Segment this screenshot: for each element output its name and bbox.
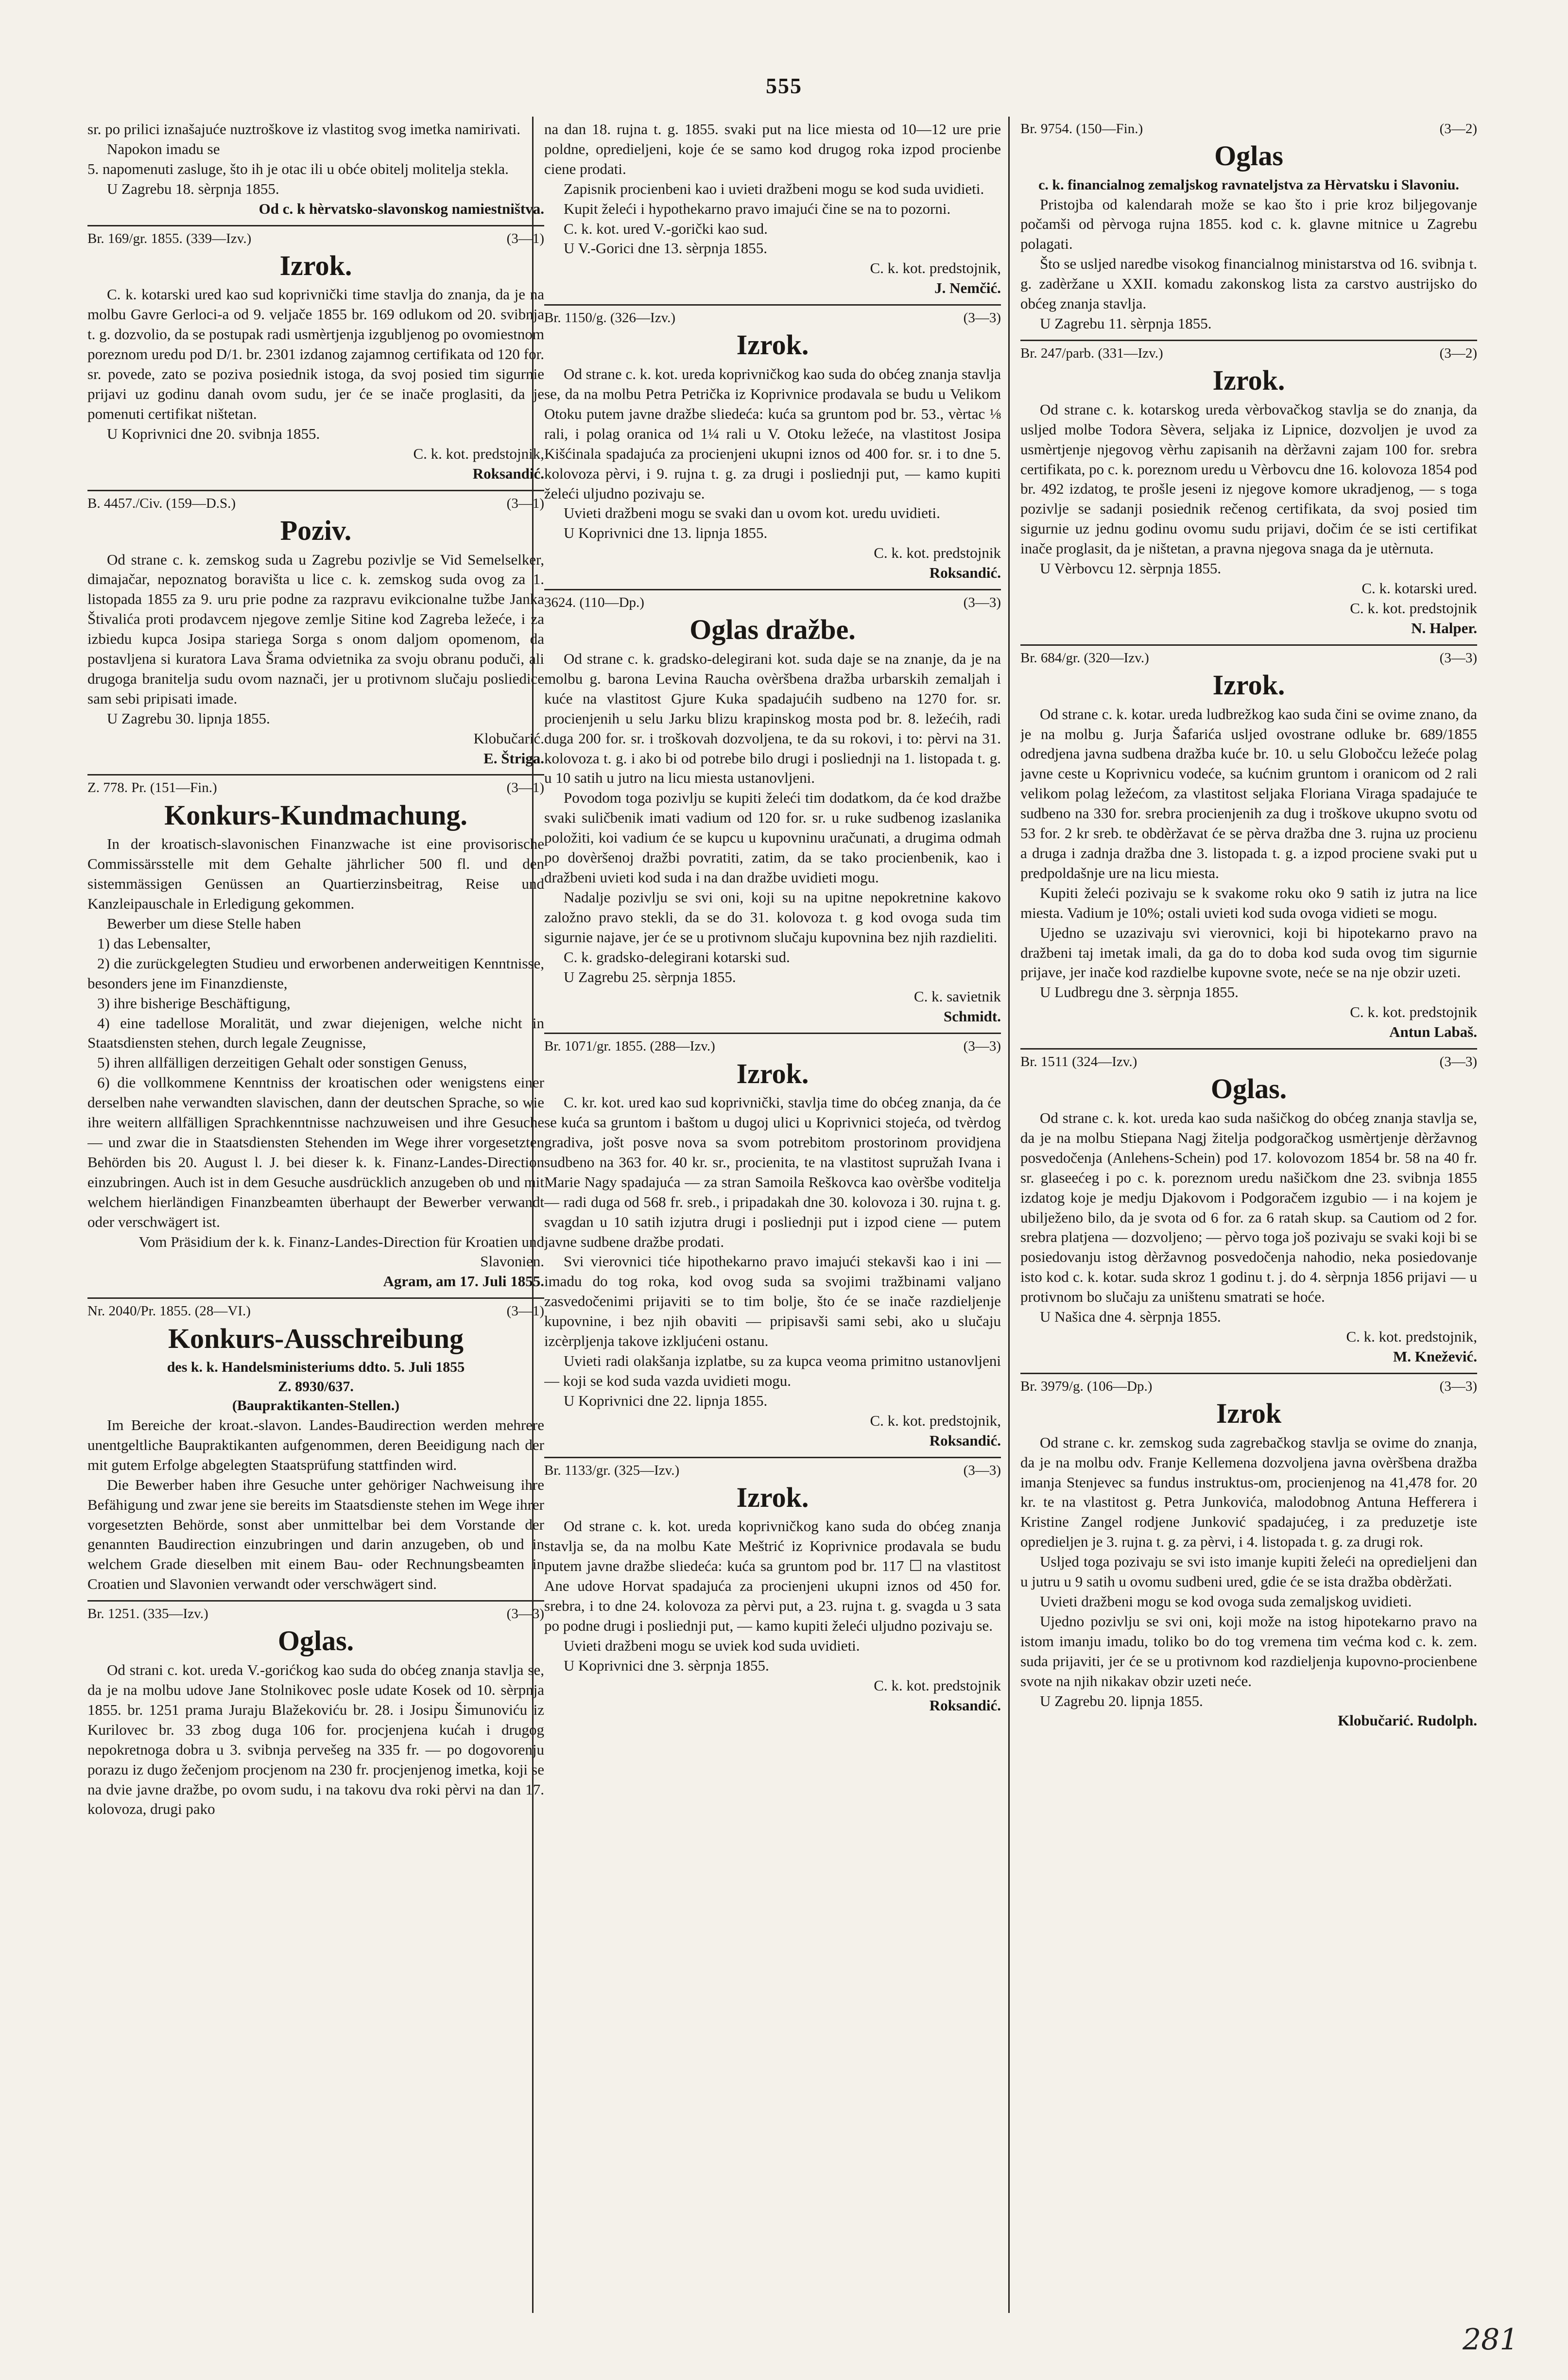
signature: Klobučarić. <box>473 729 544 747</box>
paragraph: U Zagrebu 25. sèrpnja 1855. <box>564 968 736 985</box>
signature: Roksandić. <box>472 465 544 482</box>
insertion-count: (3—3) <box>963 595 1001 611</box>
paragraph: Povodom toga pozivlju se kupiti želeći tim dodatkom, da će kod dražbe svaki suličbenik imati vadium od 120 for. sr. u ruke sudbenog izaslanika položiti, koi vadium će se kupcu u kupovninu uračunati, a drugima odmah po dovèršenoj dražbi povratiti, zatim, da se tako procienbenik, kao i dražbeni uvieti kod suda i na dan dražbe uvidieti mogu. <box>544 789 1001 886</box>
reference-number: Nr. 2040/Pr. 1855. (28—VI.) <box>87 1303 251 1319</box>
notice <box>1020 1050 1477 1374</box>
notice-title: Konkurs-Ausschreibung <box>168 1322 464 1354</box>
paragraph: C. k. kot. ured V.-gorički kao sud. <box>564 220 768 237</box>
insertion-count: (3—3) <box>1439 1378 1477 1394</box>
reference-number: Br. 1511 (324—Izv.) <box>1020 1054 1137 1070</box>
insertion-count: (3—3) <box>963 310 1001 326</box>
notice-subtitle: Z. 8930/637. <box>278 1378 354 1395</box>
notice-subtitle: c. k. financialnog zemaljskog ravnateljstva za Hèrvatsku i Slavoniu. <box>1038 176 1459 193</box>
insertion-count: (3—3) <box>506 1606 544 1622</box>
notice-title: Izrok. <box>736 1481 809 1513</box>
paragraph: Uvieti radi olakšanja izplatbe, su za kupca veoma primitno ustanovljeni — koji se kod suda vazda uvidieti mogu. <box>544 1352 1001 1389</box>
paragraph: Kupiti želeći pozivaju se k svakome roku oko 9 satih iz jutra na lice miesta. Vadium je 10%; ostali uvieti kod suda ovoga vidieti se mogu. <box>1020 884 1477 921</box>
notice-title: Izrok. <box>736 329 809 361</box>
insertion-count: (3—3) <box>963 1038 1001 1054</box>
reference-number: Br. 1133/gr. (325—Izv.) <box>544 1462 680 1478</box>
notice <box>87 1299 544 1602</box>
notice <box>544 590 1001 1034</box>
paragraph: U Vèrbovcu 12. sèrpnja 1855. <box>1040 560 1222 577</box>
list-item: 3) ihre bisherige Beschäftigung, <box>97 994 291 1012</box>
notice <box>1020 1374 1477 1737</box>
list-item: 2) die zurückgelegten Studieu und erworbenen anderweitigen Kenntnisse, besonders jene im Finanzdienste, <box>87 954 544 992</box>
paragraph: U Ludbregu dne 3. sèrpnja 1855. <box>1040 983 1239 1001</box>
signature: C. k. kot. predstojnik, <box>1346 1328 1477 1345</box>
list-item: 5) ihren allfälligen derzeitigen Gehalt oder sonstigen Genuss, <box>97 1054 467 1071</box>
paragraph: Pristojba od kalendarah može se kao što i prie kroz biljegovanje počamši od pèrvoga rujna 1855. kod c. k. glavne mitnice u Zagrebu polagati. <box>1020 195 1477 253</box>
signature: C. k. kotarski ured. <box>1361 580 1477 597</box>
notice-reference <box>544 309 1001 327</box>
reference-number: Br. 247/parb. (331—Izv.) <box>1020 345 1163 361</box>
paragraph: C. k. gradsko-delegirani kotarski sud. <box>564 948 790 966</box>
notice-reference <box>87 1302 544 1320</box>
paragraph: Od strane c. kr. zemskog suda zagrebačkog stavlja se ovime do znanja, da je na molbu odv. Franje Kellemena dozvoljena javna ovèršbena dražba imanja Stenjevec sa fundus instruktus-om, procienjenog na 41,478 for. 20 kr. te na vlastitost g. Petra Junkovića, malodobnog Antuna Hefferera i Kristine Zangel rodjene Junković spadajućeg, i za preduzetje iste opredieljen je 3. rujna t. g. za pèrvi, i 4. listopada t. g. za drugi rok. <box>1020 1433 1477 1551</box>
notice <box>1020 341 1477 646</box>
column-divider <box>1008 117 1010 2313</box>
notice-reference <box>544 1461 1001 1480</box>
notice-subtitle: (Baupraktikanten-Stellen.) <box>232 1397 400 1414</box>
signature: C. k. kot. predstojnik <box>1350 599 1477 617</box>
paragraph: U Koprivnici dne 3. sèrpnja 1855. <box>564 1656 769 1674</box>
paragraph: Napokon imadu se <box>107 140 220 157</box>
paragraph: Bewerber um diese Stelle haben <box>107 915 301 932</box>
paragraph: U V.-Gorici dne 13. sèrpnja 1855. <box>564 240 768 257</box>
signature: Antun Labaš. <box>1389 1023 1477 1041</box>
list-item: 6) die vollkommene Kenntniss der kroatischen oder wenigstens einer derselben nahe verwandten slavischen, dann der deutschen Sprache, so wie ihre weitern allfälligen Sprachkenntnisse nachzuweisen und ihre Gesuche — und zwar die in Staatsdiensten Stehenden im Wege ihrer vorgesetzten Behörden bis 20. August l. J. bei dieser k. k. Finanz-Landes-Direction einzubringen. Auch ist in dem Gesuche ausdrücklich anzugeben ob und mit welchem hierländigen Finanzbeamten überhaupt der Bewerber verwandt oder verschwägert ist. <box>87 1074 544 1230</box>
notice-title: Oglas <box>1214 140 1283 172</box>
signature: C. k. savietnik <box>913 988 1001 1005</box>
paragraph: Od strani c. kot. ureda V.-gorićkog kao suda do obćeg znanja stavlja se, da je na molbu udove Jane Stolnikovec posle udate Kosek od 10. sèrpnja 1855. br. 1251 prama Juraju Blažekoviću br. 28. i Josipu Šimunoviću iz Kurilovec br. 33 zbog duga 106 for. procjenjena kućah i drugog nepokretnoga dobra u 3. svibnja pervešeg na 335 fr. — po dogovorenju porazu iz dugo žečenjom procjenom na 230 fr. procjenjenog imetka, koji se na dvie javne dražbe, po ovom sudu, i na takovu dva roki pèrvi na dan 17. kolovoza, drugi pako <box>87 1661 544 1818</box>
notice <box>544 1034 1001 1458</box>
page-number: 555 <box>766 73 802 98</box>
paragraph: Uvieti dražbeni mogu se uviek kod suda uvidieti. <box>564 1637 860 1654</box>
notice-title: Izrok. <box>279 249 352 281</box>
reference-number: Br. 9754. (150—Fin.) <box>1020 121 1143 137</box>
reference-number: 3624. (110—Dp.) <box>544 595 644 611</box>
paragraph: U Koprivnici dne 20. svibnja 1855. <box>107 425 320 442</box>
list-item: 4) eine tadellose Moralität, und zwar diejenigen, welche nicht in Staatsdiensten stehen, durch legale Zeugnisse, <box>87 1014 544 1052</box>
notice <box>1020 117 1477 341</box>
notice-reference <box>1020 120 1477 138</box>
signature: N. Halper. <box>1411 619 1477 637</box>
paragraph: Od strane c. k. gradsko-delegirani kot. suda daje se na znanje, da je na molbu g. barona Levina Raucha ovèršbena dražba urbarskih zemaljah i kuće na vlastitost Gjure Kuka spadajućih sudbeno na 1270 for. sr. procienjenih u selu Jarku blizu krapinskog mosta pod br. 8. ležećih, radi duga 200 for. sr. i troškovah dozvoljena, te da su rokovi, i to: pèrvi na 31. kolovoza t. g. i ako bi od potrebe bilo drugi i posliednji na 1. listopada t. g. u 10 satih u jutro na licu miesta ustanovljeni. <box>544 650 1001 787</box>
notice <box>87 776 544 1299</box>
notice-reference <box>544 593 1001 612</box>
paragraph: Kupit želeći i hypothekarno pravo imajući čine se na to pozorni. <box>564 200 951 217</box>
reference-number: Br. 3979/g. (106—Dp.) <box>1020 1378 1153 1394</box>
notice-reference <box>87 494 544 513</box>
reference-number: Br. 1071/gr. 1855. (288—Izv.) <box>544 1038 715 1054</box>
notice <box>1020 646 1477 1050</box>
paragraph: In der kroatisch-slavonischen Finanzwache ist eine provisorische Commissärsstelle mit dem Gehalte jährlicher 500 fl. und den sistemmässigen Genüssen an Quartierzinsbeitrag, Reise und Kanzleipauschale in Erledigung gekommen. <box>87 835 544 913</box>
signature: C. k. kot. predstojnik <box>874 544 1001 562</box>
signature: C. k. kot. predstojnik <box>1350 1003 1477 1021</box>
insertion-count: (3—2) <box>1439 121 1477 137</box>
signature: Roksandić. <box>929 1431 1001 1449</box>
notice-reference <box>1020 344 1477 362</box>
insertion-count: (3—1) <box>506 780 544 796</box>
signature: C. k. kot. predstojnik, <box>870 259 1001 277</box>
notice-reference <box>1020 1052 1477 1071</box>
notice <box>87 1602 544 1825</box>
notice <box>544 1458 1001 1722</box>
signature: M. Knežević. <box>1393 1347 1477 1365</box>
notice-reference <box>1020 649 1477 667</box>
insertion-count: (3—1) <box>506 1303 544 1319</box>
notice-title: Izrok. <box>1212 669 1285 701</box>
notice-reference <box>87 1604 544 1623</box>
paragraph: Die Bewerber haben ihre Gesuche unter gehöriger Nachweisung ihre Befähigung und zwar jene sie bereits im Staatsdienste stehen im Wege ihrer vorgesetzten Behörde, sonst aber unmittelbar bei dem Vorstande der genannten Baudirection einzubringen und darin anzugeben, ob und in welchem Grade dieselben mit einem Bau- oder Rechnungsbeamten in Croatien und Slavonien verwandt oder verschwägert sind. <box>87 1476 544 1593</box>
notice <box>544 306 1001 590</box>
reference-number: Br. 169/gr. 1855. (339—Izv.) <box>87 230 252 246</box>
paragraph: Što se usljed naredbe visokog financialnog ministarstva od 16. svibnja t. g. zadèržane u XXII. komadu zakonskog lista za carstvo austrijsko do obćeg znanja stavlja. <box>1020 255 1477 312</box>
notice-title: Oglas. <box>277 1625 354 1657</box>
notice-title: Izrok. <box>736 1057 809 1089</box>
signature: Vom Präsidium der k. k. Finanz-Landes-Direction für Kroatien und Slavonien. <box>138 1233 544 1270</box>
paragraph: Usljed toga pozivaju se svi isto imanje kupiti želeći na opredieljeni dan u jutru u 9 satih u ovomu sudbeni ured, gdie će se ista dražba obdèržati. <box>1020 1553 1477 1590</box>
reference-number: Z. 778. Pr. (151—Fin.) <box>87 780 217 796</box>
notice-title: Izrok <box>1216 1397 1282 1430</box>
reference-number: Br. 684/gr. (320—Izv.) <box>1020 650 1149 666</box>
signature: E. Štriga. <box>483 749 544 767</box>
paragraph: U Koprivnici dne 13. lipnja 1855. <box>564 524 768 542</box>
notice-reference <box>1020 1377 1477 1396</box>
insertion-count: (3—3) <box>1439 650 1477 666</box>
paragraph: Ujedno pozivlju se svi oni, koji može na istog hipotekarno pravo na istom imanju imadu, toliko bo do tog vremena tim većma kod c. k. zem. suda prijaviti, jer će se u protivnom kod razdieljenja kupovno-procienbene svote na njih nikakav obzir uzeti neće. <box>1020 1612 1477 1690</box>
paragraph: U Koprivnici dne 22. lipnja 1855. <box>564 1392 768 1409</box>
signature: C. k. kot. predstojnik, <box>870 1412 1001 1429</box>
paragraph: Od strane c. k. kot. ureda koprivničkog kao suda do obćeg znanja stavlja se, da na molbu Petra Petrička iz Koprivnice prodavala se budu u Velikom Otoku putem javne dražbe sliedeća: kuća sa gruntom pod br. 53., vèrtac ⅛ rali, i polag oranica od 1¼ rali u V. Otoku ležeće, na vlastitost Josipa Kišćinala spadajuća za procienjeni ukupni iznos od 400 for. sr. i to dne 5. kolovoza pèrvi, i 9. rujna t. g. za drugi i posliednji put, — kamo kupiti želeći uljudno pozivaju se. <box>544 365 1001 502</box>
paragraph: U Zagrebu 11. sèrpnja 1855. <box>1040 314 1212 332</box>
signature: C. k. kot. predstojnik <box>874 1676 1001 1694</box>
paragraph: sr. po prilici iznašajuće nuztroškove iz vlastitog svog imetka namirivati. <box>87 121 521 138</box>
paragraph: U Zagrebu 20. lipnja 1855. <box>1040 1692 1203 1709</box>
paragraph: Zapisnik procienbeni kao i uvieti dražbeni mogu se kod suda uvidieti. <box>564 180 984 197</box>
paragraph: na dan 18. rujna t. g. 1855. svaki put na lice miesta od 10—12 ure prie poldne, opredieljeni, koje će se samo kod drugog roka izpod procienbe ciene prodati. <box>544 121 1001 177</box>
reference-number: Br. 1150/g. (326—Izv.) <box>544 310 676 326</box>
column-1 <box>87 117 544 2284</box>
notice-title: Izrok. <box>1212 364 1285 397</box>
signature: Klobučarić. Rudolph. <box>1338 1712 1477 1729</box>
notice-reference <box>87 229 544 248</box>
reference-number: Br. 1251. (335—Izv.) <box>87 1606 208 1622</box>
handwritten-folio-number: 281 <box>1463 2323 1518 2357</box>
notice-title: Oglas dražbe. <box>689 614 856 646</box>
signature: Schmidt. <box>944 1008 1001 1025</box>
paragraph: Od strane c. k. kot. ureda kao suda našičkog do obćeg znanja stavlja se, da je na molbu Stiepana Nagj žitelja podgoračkog usmèrtjenje dèržavnog posvedočenja (Anlehens-Schein) pod 17. kolovozom 1854 br. 58 na 40 fr. sr. glaseećeg i po c. k. poreznom uredu našičkom dne 23. svibnja 1855 izdatog koje je medju Djakovom i Podgoračem izgubio — i na kojem je ubilježeno bilo, da je svota od 6 for. za 6 ratah skup. sa Cautiom od 2 for. srebra platjena — dozvoljeno; — pèrvo toga još pozivaju se svaki koji bi se posiedovanju istog dèržavnog posvedočenja nahodio, neka posiedovanje isto kod c. k. kotar. suda skroz 1 godinu t. j. do 4. sèrpnja 1856 prijavi — u protivnom bo slučaju za uništenu smatrati se hoće. <box>1020 1109 1477 1306</box>
paragraph: U Našica dne 4. sèrpnja 1855. <box>1040 1308 1221 1326</box>
paragraph: Od strane c. k. kotar. ureda ludbrežkog kao suda čini se ovime znano, da je na molbu g. Jurja Šafarića usljed ovostrane odluke br. 689/1855 odredjena javna sudbena dražba kuće br. 10. u selu Globočcu ležeće polag javne ceste u Koprivnicu vodeće, sa kućnim gruntom i oranicom od 2 rali velikom polag ležećom, za vlastitost seljaka Floriana Viraga spadajuće te sudbeno na 330 for. srebra procienjenih za dug i troškove ukupno svotu od 53 for. 2 kr sreb. te obdèržavat će se pèrva dražba dne 3. rujna uz procienu a druga i zadnja dražba dne 3. listopada t. g. a izpod prociene svaki put u predpoldašnje ure na licu miesta. <box>1020 705 1477 881</box>
paragraph: Im Bereiche der kroat.-slavon. Landes-Baudirection werden mehrere unentgeltliche Baupraktikanten aufgenommen, deren Beeidigung nach der mit gutem Erfolge abgelegten Staatsprüfung stattfinden wird. <box>87 1416 544 1473</box>
notice <box>87 491 544 776</box>
notice-subtitle: des k. k. Handelsministeriums ddto. 5. Juli 1855 <box>167 1359 465 1376</box>
column-2 <box>544 117 1001 2284</box>
insertion-count: (3—2) <box>1439 345 1477 361</box>
notice-title: Konkurs-Kundmachung. <box>164 799 467 831</box>
column-3 <box>1020 117 1477 2284</box>
notice-title: Oglas. <box>1210 1073 1287 1105</box>
paragraph: Od strane c. k. kot. ureda koprivničkog kano suda do obćeg znanja stavlja se, da na molbu Kate Meštrić iz Koprivnice prodavala se budu putem javne dražbe sliedeća: kuća sa gruntom pod br. 117 ☐ na vlastitost Ane udove Horvat spadajuća za procienjeni ukupni iznos od 450 for. srebra, i to dne 24. kolovoza za pèrvi put, a 23. rujna t. g. svagda u 3 sata po podne drugi i posliednji put, — kamo kupiti želeći uljudno pozivaju se. <box>544 1518 1001 1634</box>
list-item: 1) das Lebensalter, <box>97 934 211 952</box>
paragraph: Ujedno se uzazivaju svi vierovnici, koji bi hipotekarno pravo na dražbeni taj imetak imali, da ga do to doba kod suda ovog tim sigurnie prijave, jer inače kod razdielbe kupovne svote, neće se na nje obzir uzeti. <box>1020 924 1477 981</box>
notice <box>544 117 1001 306</box>
paragraph: U Zagrebu 18. sèrpnja 1855. <box>107 180 279 197</box>
insertion-count: (3—3) <box>1439 1054 1477 1070</box>
paragraph: Uvieti dražbeni mogu se kod ovoga suda zemaljskog uvidieti. <box>1040 1593 1412 1610</box>
paragraph: Uvieti dražbeni mogu se svaki dan u ovom kot. uredu uvidieti. <box>564 504 940 522</box>
paragraph: U Zagrebu 30. lipnja 1855. <box>107 709 270 727</box>
signature: Roksandić. <box>929 1696 1001 1714</box>
paragraph: Nadalje pozivlju se svi oni, koji su na upitne nepokretnine kakovo založno pravo stekli, da se do 31. kolovoza t. g kod ovoga suda tim sigurnie najave, jer će se u protivnom slučaju kupovnina bez njih razdieliti. <box>544 888 1001 946</box>
notice-reference <box>87 778 544 797</box>
insertion-count: (3—1) <box>506 495 544 511</box>
paragraph: Od strane c. k. kotarskog ureda vèrbovačkog stavlja se do znanja, da usljed molbe Todora Sèvera, seljaka iz Lipnice, dozvoljen je uvod za usmèrtjenje njegovog vèrhu zapisanih na dèržavni zajam 100 for. srebra certifikata, po c. k. poreznom uredu u Vèrbovcu dne 16. kolovoza 1854 pod br. 492 izdatog, te prošle jeseni iz njegove komore ukradjenog, — s toga pozivlje se sadanji posiednik rečenog certifikata, da svoj posied tim sigurnie uz jednu godinu ovomu sudu prijavi, dočim će se isti certifikat inače proglasit, da je ništetan, a pravna njegova snaga da je utèrnuta. <box>1020 400 1477 557</box>
paragraph: Svi vierovnici tiće hipothekarno pravo imajući stekavši kao i ini — imadu do tog roka, kod ovog suda sa svojimi tražbinami valjano zasvedočenimi prijaviti se to tim bolje, što će se inače razdieljenje kupovnine, i bez njih obaviti — pripisavši sami sebi, ako u slučaju izcèrpljenja takove izkljućeni ostanu. <box>544 1253 1001 1350</box>
paragraph: C. k. kotarski ured kao sud koprivnički time stavlja do znanja, da je na molbu Gavre Gerloci-a od 9. veljače 1855 br. 169 odlukom od 20. svibnja t. g. dozvolio, da se postupak radi usmèrtjenja izgubljenog po ovomiestnom poreznom uredu pod D/1. br. 2301 izdanog zajamnog certifikata od 120 for. sr. povede, zato se poziva posiednik istoga, da svoj posied tim sigurnie prijavi uz godinu danah ovom sudu, jer će se inače proglasiti, da je pomenuti certifikat ništetan. <box>87 286 544 422</box>
signature: Od c. k hèrvatsko-slavonskog namiestništva. <box>258 200 544 217</box>
paragraph: C. kr. kot. ured kao sud koprivnički, stavlja time do obćeg znanja, da će se kuća sa gruntom i baštom u dugoj ulici u Koprivnici stojeća, od tvèrdog gradiva, jošt posve nova sa svom potrebitom prostorinom providjena sudbeno na 363 for. 40 kr. sr., procienita, te na vlastitost supružah Ivana i Marie Nagy spadajuća — za stran Samoila Reškovca kao ovèršbe voditelja — radi duga od 568 fr. sreb., i pripadakah dne 30. kolovoza i 30. rujna t. g. svagdan u 10 satih izjutra drugi i posliednji put i izpod ciene — putem javne sudbene dražbe prodati. <box>544 1094 1001 1250</box>
paragraph: Od strane c. k. zemskog suda u Zagrebu pozivlje se Vid Semelselker, dimajačar, nepoznatog boravišta u lice c. k. zemskog suda ovog za 1. listopada 1855 za 9. uru prie podne za razpravu evikcionalne tužbe Janka Štivalića proti prodavcem njegove zemlje Sitine kod Zagreba ležeće, i za izbiedu kupca Josipa stariega Sorga s onom daljom opomenom, da postavljena si kuratora Lava Šrama odvietnika za svoju obranu poduči, ali drugoga branitelja sudu ovom naznači, jer u protivnom slučaju posliedice sam sebi pripisati imade. <box>87 551 544 707</box>
signature: Agram, am 17. Juli 1855. <box>383 1273 544 1290</box>
paragraph: 5. napomenuti zasluge, što ih je otac ili u obće obitelj molitelja stekla. <box>87 160 509 177</box>
signature: C. k. kot. predstojnik, <box>413 445 544 462</box>
notice-reference <box>544 1037 1001 1055</box>
notice-title: Poziv. <box>280 514 352 546</box>
signature: Roksandić. <box>929 564 1001 582</box>
notice <box>87 117 544 226</box>
insertion-count: (3—1) <box>506 230 544 246</box>
insertion-count: (3—3) <box>963 1462 1001 1478</box>
notice <box>87 226 544 491</box>
reference-number: B. 4457./Civ. (159—D.S.) <box>87 495 236 511</box>
signature: J. Nemčić. <box>934 279 1001 297</box>
